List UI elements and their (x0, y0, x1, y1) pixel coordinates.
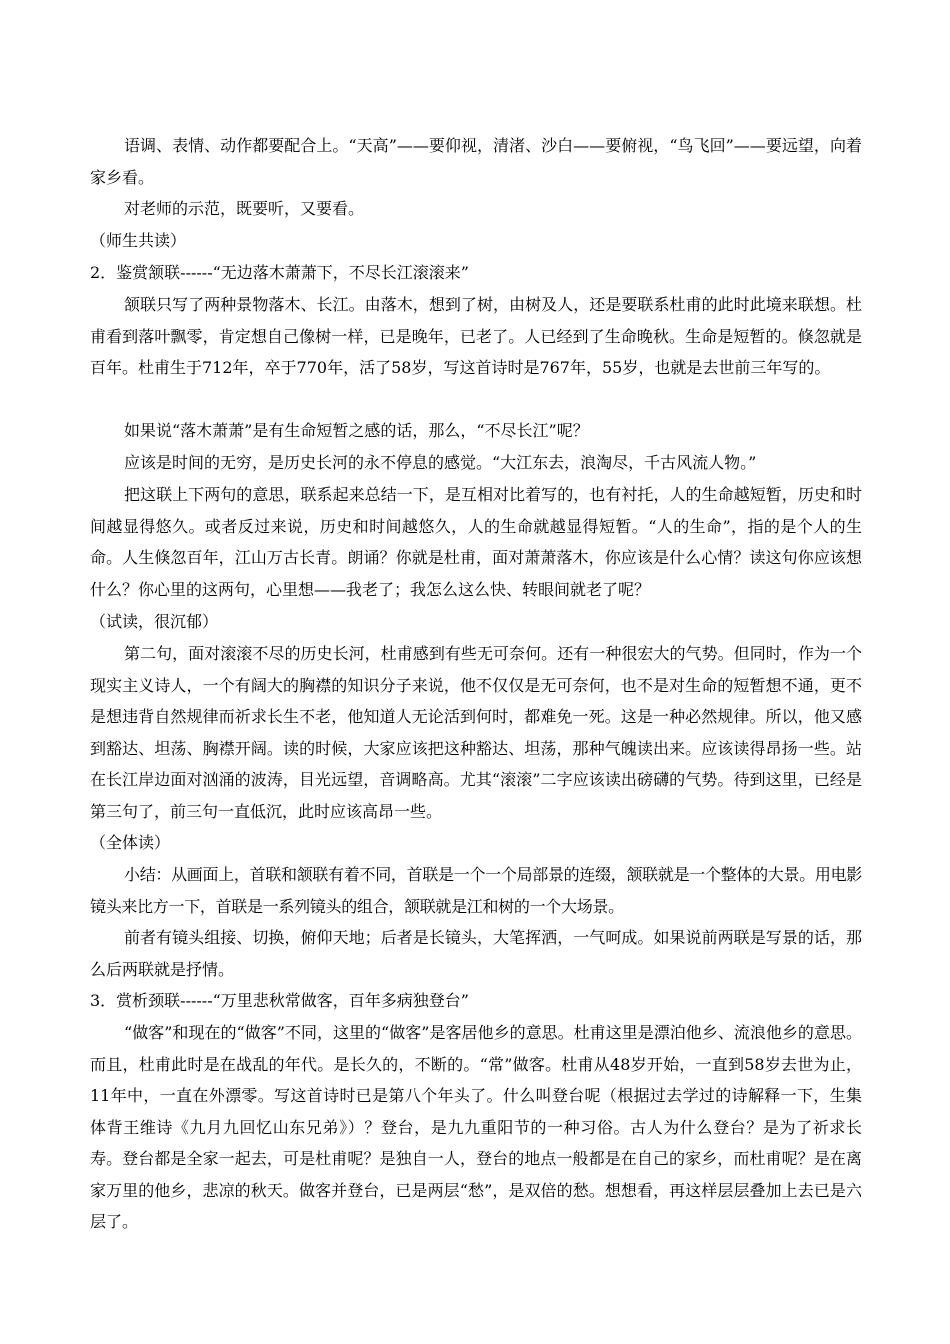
paragraph-second-line-analysis: 第二句，面对滚滚不尽的历史长河，杜甫感到有些无可奈何。还有一种很宏大的气势。但同时，作为一个现实主义诗人，一个有阔大的胸襟的知识分子来说，他不仅仅是无可奈何，也不是对生命的短暂想不通，更不是想违背自然规律而祈求长生不老，他知道人无论活到何时，都难免一死。这是一种必然规律。所以，他又感到豁达、坦荡、胸襟开阔。读的时候，大家应该把这种豁达、坦荡，那种气魄读出来。应该读得昂扬一些。站在长江岸边面对汹涌的波涛，目光远望，音调略高。尤其“滚滚”二字应该读出磅礴的气势。待到这里，已经是第三句了，前三句一直低沉，此时应该高昂一些。 (90, 644, 862, 821)
paragraph-answer-time: 应该是时间的无穷，是历史长河的永不停息的感觉。“大江东去，浪淘尽，千古风流人物。” (124, 453, 757, 472)
section-heading-hanlian: 2．鉴赏颔联------“无边落木萧萧下，不尽长江滚滚来” (90, 263, 469, 282)
paragraph-reading-intonation: 语调、表情、动作都要配合上。“天高”——要仰视，清渚、沙白——要俯视，“鸟飞回”——要远望，向着家乡看。 (90, 136, 862, 187)
paragraph-note-group-reading: （全体读） (90, 833, 171, 852)
paragraph-scene-lyric: 前者有镜头组接、切换，俯仰天地；后者是长镜头，大笔挥洒，一气呵成。如果说前两联是写景的话，那么后两联就是抒情。 (90, 928, 862, 979)
paragraph-hanlian-analysis: 颔联只写了两种景物落木、长江。由落木，想到了树，由树及人，还是要联系杜甫的此时此境来联想。杜甫看到落叶飘零，肯定想自己像树一样，已是晚年，已老了。人已经到了生命晚秋。生命是短暂的。倏忽就是百年。杜甫生于712年，卒于770年，活了58岁，写这首诗时是767年，55岁，也就是去世前三年写的。 (90, 295, 862, 377)
paragraph-note-shared-reading: （师生共读） (90, 231, 187, 250)
paragraph-teacher-demo: 对老师的示范，既要听，又要看。 (124, 199, 365, 218)
paragraph-contrast-summary: 把这联上下两句的意思，联系起来总结一下，是互相对比着写的，也有衬托，人的生命越短暂，历史和时间越显得悠久。或者反过来说，历史和时间越悠久，人的生命就越显得短暂。“人的生命”，指的是个人的生命。人生倏忽百年，江山万古长青。朗诵？你就是杜甫，面对萧萧落木，你应该是什么心情？读这句你应该想什么？你心里的这两句，心里想——我老了；我怎么这么快、转眼间就老了呢？ (90, 485, 862, 599)
paragraph-question-changjiang: 如果说“落木萧萧”是有生命短暂之感的话，那么，“不尽长江”呢？ (124, 421, 589, 440)
paragraph-summary: 小结：从画面上，首联和颔联有着不同，首联是一个一个局部景的连缀，颔联就是一个整体的大景。用电影镜头来比方一下，首联是一系列镜头的组合，颔联就是江和树的一个大场景。 (90, 865, 862, 916)
section-heading-jinglian: 3．赏析颈联------“万里悲秋常做客，百年多病独登台” (90, 991, 469, 1010)
paragraph-note-trial-reading: （试读，很沉郁） (90, 612, 219, 631)
paragraph-jinglian-analysis: “做客”和现在的“做客”不同，这里的“做客”是客居他乡的意思。杜甫这里是漂泊他乡、流浪他乡的意思。而且，杜甫此时是在战乱的年代。是长久的，不断的。“常”做客。杜甫从48岁开始，一直到58岁去世为止，11年中，一直在外漂零。写这首诗时已是第八个年头了。什么叫登台呢（根据过去学过的诗解释一下，生集体背王维诗《九月九回忆山东兄弟》）？登台，是九九重阳节的一种习俗。古人为什么登台？是为了祈求长寿。登台都是全家一起去，可是杜甫呢？是独自一人，登台的地点一般都是在自己的家乡，而杜甫呢？是在离家万里的他乡，悲凉的秋天。做客并登台，已是两层“愁”，是双倍的愁。想想看，再这样层层叠加上去已是六层了。 (90, 1023, 862, 1231)
